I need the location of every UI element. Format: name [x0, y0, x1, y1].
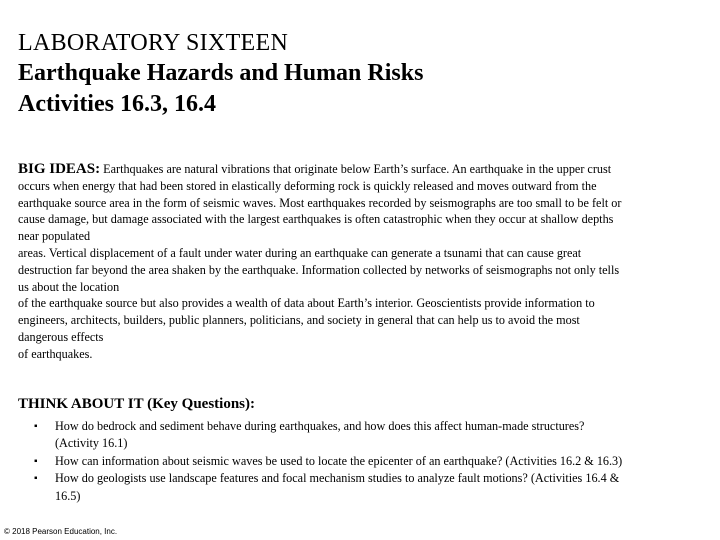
bullet-icon: ▪ — [34, 473, 38, 485]
key-questions-list — [34, 418, 714, 505]
big-ideas-paragraph — [18, 161, 714, 363]
question-line: 16.5) — [55, 488, 81, 503]
activities-line: Activities 16.3, 16.4 — [18, 91, 216, 117]
page-title: Earthquake Hazards and Human Risks — [18, 60, 424, 86]
copyright-notice: © 2018 Pearson Education, Inc. — [4, 527, 118, 536]
big-ideas-line: occurs when energy that had been stored in elastically deforming rock is quickly released and moves outward from the — [18, 178, 597, 193]
bullet-icon: ▪ — [34, 421, 38, 432]
big-ideas-line: of the earthquake source but also provides a wealth of data about Earth’s interior. Geoscientists provide information to — [18, 296, 595, 311]
big-ideas-line: near populated — [18, 229, 91, 244]
question-line: How do geologists use landscape features and focal mechanism studies to analyze fault motions? (Activities 16.4 & — [55, 471, 620, 486]
big-ideas-text: Earthquakes are natural vibrations that originate below Earth’s surface. An earthquake in the upper crust — [100, 162, 612, 176]
big-ideas-line: cause damage, but damage associated with the largest earthquakes is often catastrophic when they occur at shallow depths — [18, 212, 614, 227]
big-ideas-line: dangerous effects — [18, 329, 104, 344]
big-ideas-line: earthquake source area in the form of seismic waves. Most earthquakes recorded by seismographs are too small to be felt or — [18, 195, 622, 210]
list-item — [34, 470, 714, 505]
question-line: How can information about seismic waves be used to locate the epicenter of an earthquake? (Activities 16.2 & 16.3) — [55, 453, 623, 468]
big-ideas-label: BIG IDEAS: — [18, 161, 101, 177]
list-item — [34, 418, 714, 453]
think-about-it-heading: THINK ABOUT IT (Key Questions): — [18, 396, 255, 412]
bullet-icon: ▪ — [34, 455, 38, 467]
big-ideas-line: of earthquakes. — [18, 346, 93, 361]
list-item — [34, 453, 714, 470]
question-line: How do bedrock and sediment behave during earthquakes, and how does this affect human-made structures? — [55, 419, 585, 433]
title-block — [18, 28, 423, 120]
lab-number: LABORATORY SIXTEEN — [18, 30, 289, 56]
big-ideas-line: engineers, architects, builders, public planners, politicians, and society in general that can help us to avoid the most — [18, 313, 580, 328]
question-line: (Activity 16.1) — [55, 436, 128, 451]
big-ideas-line: us about the location — [18, 279, 120, 294]
big-ideas-line: areas. Vertical displacement of a fault under water during an earthquake can generate a tsunami that can cause great — [18, 245, 582, 260]
big-ideas-line: destruction far beyond the area shaken by the earthquake. Information collected by networks of seismographs not only tells — [18, 262, 620, 277]
big-ideas-first-line — [18, 161, 714, 178]
